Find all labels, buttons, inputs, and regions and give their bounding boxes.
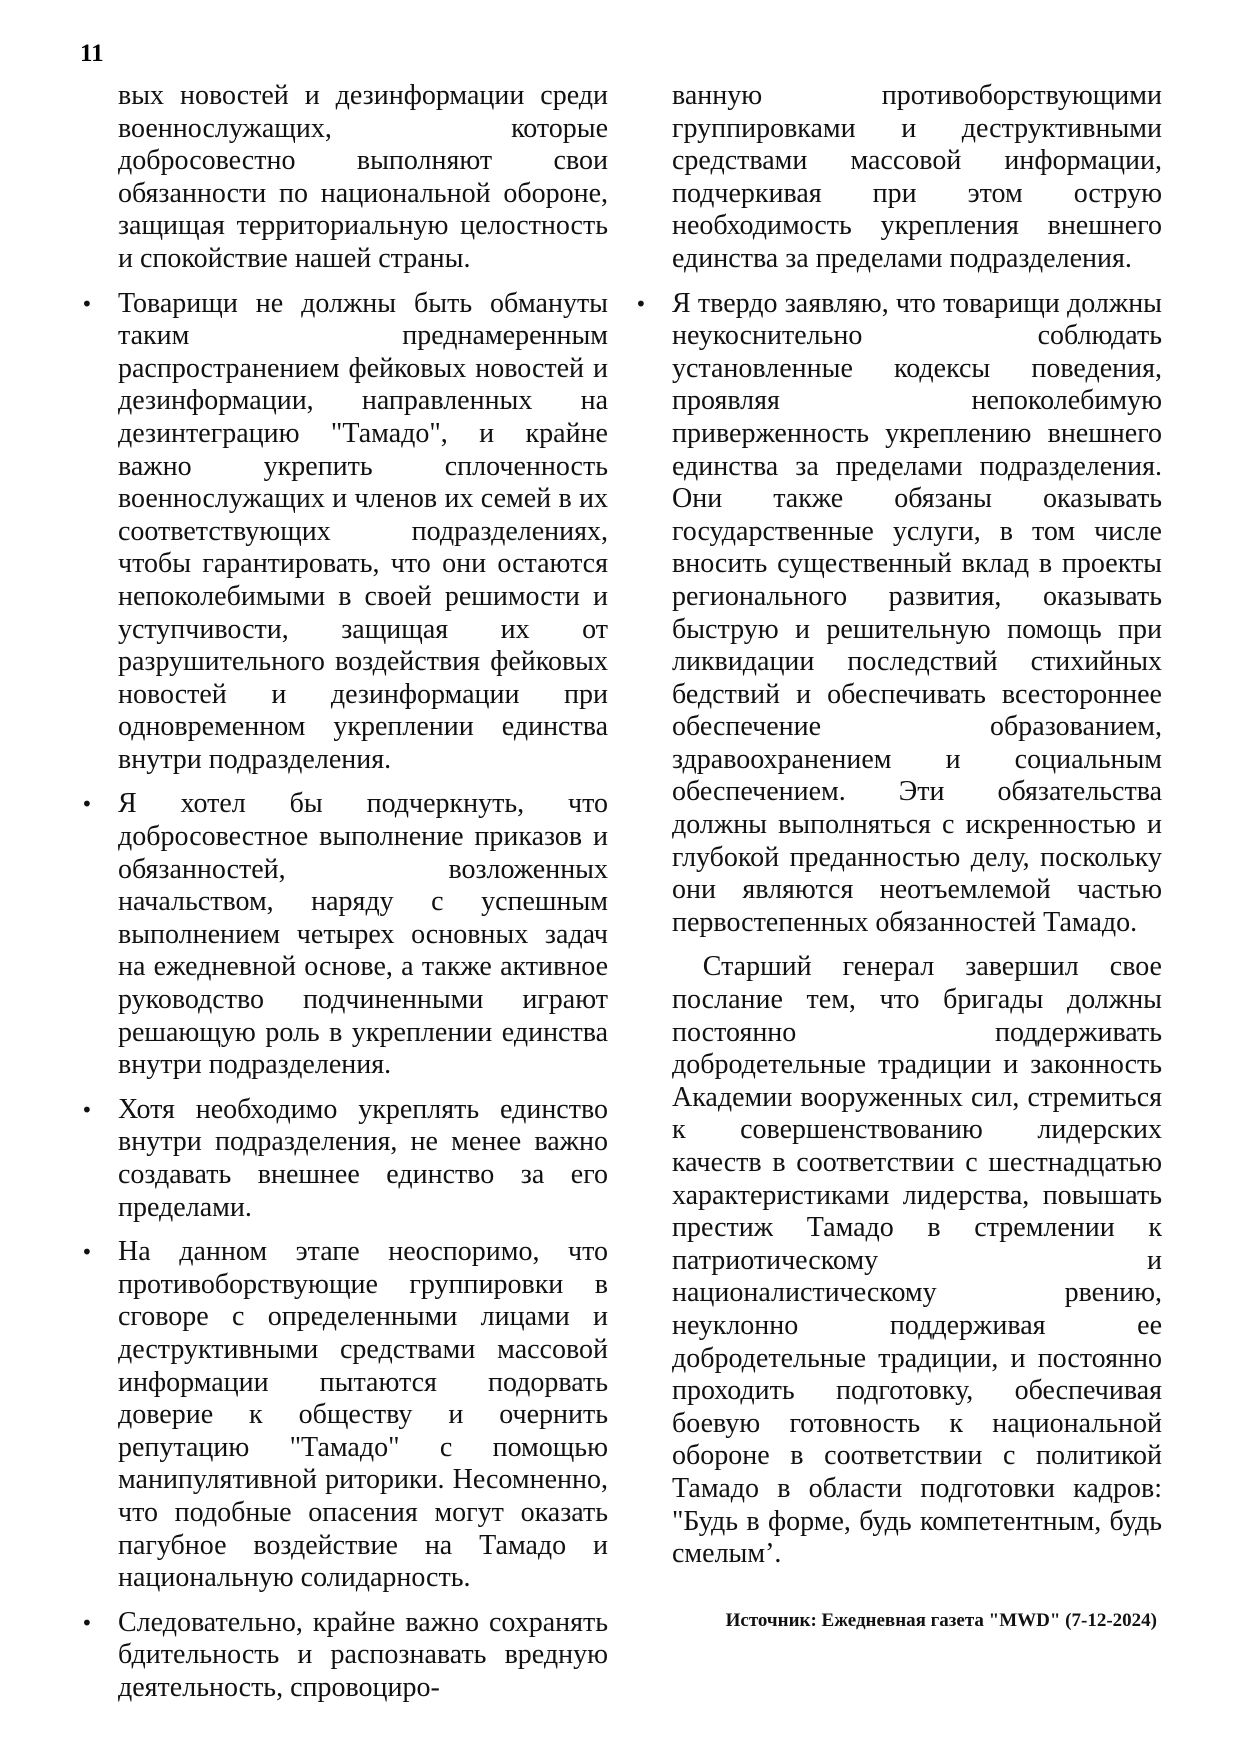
bullet-item	[81, 1606, 608, 1705]
bullet-icon: •	[81, 1240, 93, 1265]
bullet-text: Следовательно, крайне важно сохранять бдительность и распознавать вредную деятельность, спровоциро-	[118, 1606, 608, 1703]
bullet-item	[635, 287, 1162, 940]
right-continuation-paragraph: ванную противоборствующими группировками и деструктивными средствами массовой информации, подчеркивая при этом острую необходимость укрепления внешнего единства за пределами подразделения.	[672, 80, 1162, 274]
bullet-icon: •	[81, 1097, 93, 1122]
bullet-text: Я хотел бы подчеркнуть, что добросовестное выполнение приказов и обязанностей, возложенных начальством, наряду с успешным выполнением четырех основных задач на ежедневной основе, а также активное руководство подчиненными играют решающую роль в укреплении единства внутри подразделения.	[118, 788, 608, 1081]
bullet-text: На данном этапе неоспоримо, что противоборствующие группировки в сговоре с определенными лицами и деструктивными средствами массовой информации пытаются подорвать доверие к обществу и очернить репутацию "Тамадо" с помощью манипулятивной риторики. Несомненно, что подобные опасения могут оказать пагубное воздействие на Тамадо и национальную солидарность.	[118, 1236, 608, 1594]
source-credit: Источник: Ежедневная газета "MWD" (7-12-2024)	[725, 1610, 1157, 1631]
bullet-item	[81, 287, 608, 777]
bullet-item	[81, 1093, 608, 1224]
bullet-text: Хотя необходимо укреплять единство внутри подразделения, не менее важно создавать внешнее единство за его пределами.	[118, 1093, 608, 1223]
left-continuation-paragraph: вых новостей и дезинформации среди военнослужащих, которые добросовестно выполняют свои обязанности по национальной обороне, защищая территориальную целостность и спокойствие нашей страны.	[118, 80, 608, 274]
bullet-icon: •	[81, 792, 93, 817]
bullet-icon: •	[81, 291, 93, 316]
bullet-text: Я твердо заявляю, что товарищи должны неукоснительно соблюдать установленные кодексы поведения, проявляя непоколебимую приверженность укреплению внешнего единства за пределами подразделения. Они также обязаны оказывать государственные услуги, в том числе вносить существенный вклад в проекты регионального развития, оказывать быструю и решительную помощь при ликвидации последствий стихийных бедствий и обеспечивать всестороннее обеспечение образованием, здравоохранением и социальным обеспечением. Эти обязательства должны выполняться с искренностью и глубокой преданностью делу, поскольку они являются неотъемлемой частью первостепенных обязанностей Тамадо.	[672, 287, 1162, 938]
bullet-icon: •	[81, 1610, 93, 1635]
bullet-item	[81, 1236, 608, 1595]
page-number: 11	[80, 40, 104, 67]
right-column	[635, 80, 1162, 1583]
left-column	[81, 80, 608, 1717]
bullet-item	[81, 788, 608, 1081]
bullet-text: Товарищи не должны быть обмануты таким преднамеренным распространением фейковых новостей и дезинформации, направленных на дезинтеграцию "Тамадо", и крайне важно укрепить сплоченность военнослужащих и членов их семей в их соответствующих подразделениях, чтобы гарантировать, что они остаются непоколебимыми в своей решимости и уступчивости, защищая их от разрушительного воздействия фейковых новостей и дезинформации при одновременном укреплении единства внутри подразделения.	[118, 287, 608, 775]
bullet-icon: •	[635, 291, 647, 316]
closing-paragraph: Старший генерал завершил свое послание тем, что бригады должны постоянно поддерживать добродетельные традиции и законность Академии вооруженных сил, стремиться к совершенствованию лидерских качеств в соответствии с шестнадцатью характеристиками лидерства, повышать престиж Тамадо в стремлении к патриотическому и националистическому рвению, неуклонно поддерживая ее добродетельные традиции, и постоянно проходить подготовку, обеспечивая боевую готовность к национальной обороне в соответствии с политикой Тамадо в области подготовки кадров: "Будь в форме, будь компетентным, будь смелым’.	[672, 951, 1162, 1570]
